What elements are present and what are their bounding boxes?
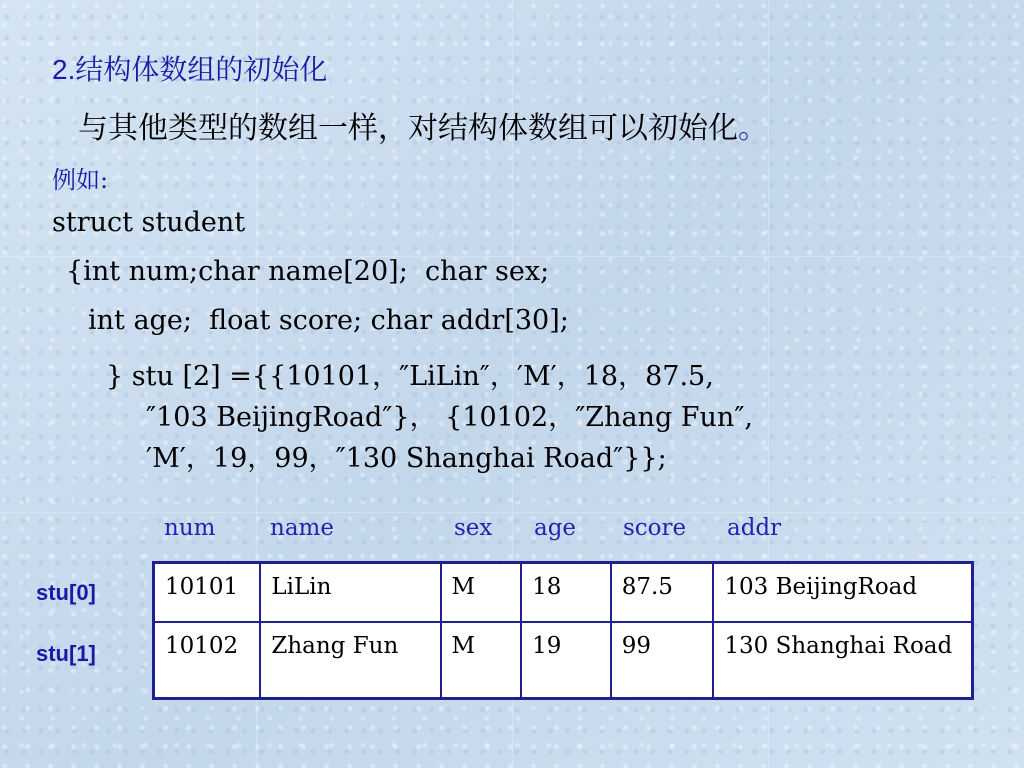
table-cell-addr: 130 Shanghai Road — [713, 622, 972, 699]
column-header-score: score — [623, 515, 687, 541]
row-label-stu0: stu[0] — [36, 580, 96, 605]
title-text: 结构体数组的初始化 — [75, 53, 328, 86]
table-cell-sex: M — [441, 622, 522, 699]
column-header-name: name — [270, 515, 334, 541]
column-header-addr: addr — [727, 515, 782, 541]
intro-period: 。 — [738, 111, 768, 146]
column-header-age: age — [534, 515, 577, 541]
table-row — [154, 563, 973, 622]
table-cell-name: Zhang Fun — [260, 622, 440, 699]
code-line-4: } stu [2] ={{10101，″LiLin″，′M′，18，87.5, — [106, 361, 714, 392]
table-row — [154, 622, 973, 699]
code-line-5: ″103 BeijingRoad″}， {10102，″Zhang Fun″, — [146, 402, 753, 433]
struct-array-table — [152, 561, 974, 700]
column-header-num: num — [164, 515, 216, 541]
table-cell-name: LiLin — [260, 563, 440, 622]
code-line-2: {int num;char name[20]; char sex; — [66, 256, 550, 287]
row-label-stu1: stu[1] — [36, 641, 96, 666]
title-number: 2. — [52, 54, 76, 85]
table-cell-addr: 103 BeijingRoad — [713, 563, 972, 622]
table-cell-age: 18 — [521, 563, 611, 622]
code-line-3: int age; float score; char addr[30]; — [88, 305, 569, 336]
table-cell-num: 10101 — [154, 563, 261, 622]
intro-paragraph — [78, 103, 768, 147]
table-cell-age: 19 — [521, 622, 611, 699]
table-cell-score: 99 — [611, 622, 714, 699]
table-cell-score: 87.5 — [611, 563, 714, 622]
column-header-sex: sex — [454, 515, 493, 541]
example-label: 例如: — [52, 166, 109, 194]
intro-text: 与其他类型的数组一样，对结构体数组可以初始化 — [78, 111, 738, 146]
table-cell-num: 10102 — [154, 622, 261, 699]
code-line-1: struct student — [52, 207, 246, 238]
slide-title — [52, 48, 327, 88]
table-cell-sex: M — [441, 563, 522, 622]
code-line-6: ′M′，19，99，″130 Shanghai Road″}}; — [146, 443, 667, 474]
